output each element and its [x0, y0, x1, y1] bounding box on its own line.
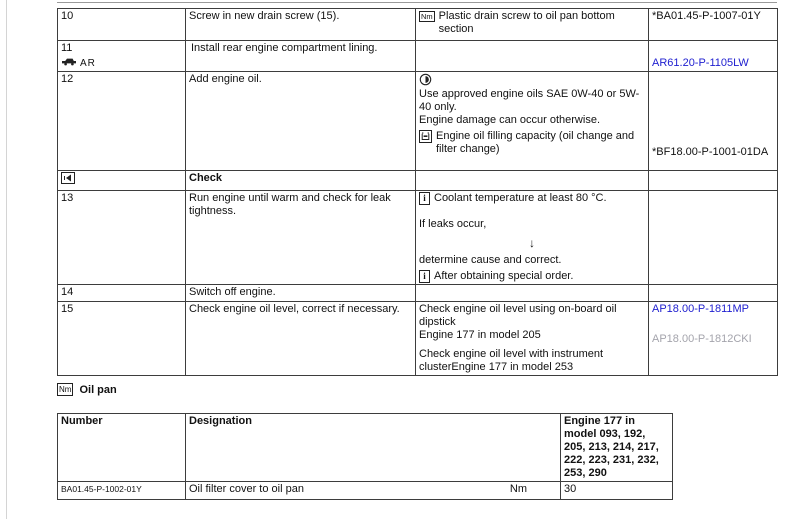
step-number-cell [58, 285, 186, 302]
note-text: Plastic drain screw to oil pan bottom section [438, 10, 615, 35]
step-number: 11 [61, 42, 73, 54]
note-cell [416, 9, 649, 41]
note-text: After obtaining special order. [434, 270, 574, 282]
left-margin-line [6, 0, 7, 519]
ref-cell [649, 9, 778, 41]
info-icon: i [419, 192, 430, 205]
torque-ref: BA01.45-P-1002-01Y [61, 484, 142, 494]
ref-cell [649, 72, 778, 171]
step-cell [186, 302, 416, 376]
document-ref: *BF18.00-P-1001-01DA [652, 146, 769, 158]
torque-value: 30 [564, 483, 577, 495]
check-section-icon [61, 172, 75, 188]
header-label: Number [61, 415, 103, 427]
table-row [58, 41, 778, 72]
torque-table-caption [57, 382, 117, 396]
note-cell [416, 302, 649, 376]
section-title-cell [186, 171, 416, 191]
section-icon-cell [58, 171, 186, 191]
caption-label: Oil pan [79, 384, 117, 396]
note-text: determine cause and correct. [419, 254, 562, 266]
nm-torque-icon: Nm [59, 385, 72, 394]
step-text: Add engine oil. [189, 73, 262, 85]
number-cell [58, 482, 186, 500]
note-text: Coolant temperature at least 80 °C. [434, 192, 607, 204]
step-number: 14 [61, 286, 74, 298]
step-number-cell [58, 302, 186, 376]
note-cell [416, 72, 649, 171]
step-text: Install rear engine compartment lining. [191, 42, 378, 54]
table-row [58, 72, 778, 171]
note-text: Use approved engine oils SAE 0W-40 or 5W-40 only. [419, 88, 640, 113]
note-text: If leaks occur, [419, 218, 487, 230]
ref-cell [649, 171, 778, 191]
filling-capacity-icon [419, 130, 432, 147]
document-ref: *BA01.45-P-1007-01Y [652, 10, 761, 22]
step-text: Switch off engine. [189, 286, 276, 298]
document-link[interactable]: AP18.00-P-1811MP [652, 303, 750, 315]
table-row [58, 9, 778, 41]
ref-cell [649, 302, 778, 376]
step-number: 10 [61, 10, 74, 22]
header-label: Designation [189, 415, 252, 427]
note-cell [416, 171, 649, 191]
table-row [58, 302, 778, 376]
step-number: 12 [61, 73, 74, 85]
step-number-cell [58, 191, 186, 285]
unit-label: Nm [509, 483, 527, 495]
note-text: Check engine oil level using on-board oil dipstick [419, 303, 617, 328]
step-cell [186, 9, 416, 41]
value-cell [561, 482, 673, 500]
step-cell [186, 285, 416, 302]
step-cell [186, 72, 416, 171]
table-row [58, 482, 673, 500]
designation-text: Oil filter cover to oil pan [189, 483, 304, 495]
ar-label: AR [80, 58, 96, 69]
vehicle-icon [61, 57, 77, 70]
nm-torque-icon: Nm [421, 12, 433, 21]
note-text: Check engine oil level with instrument clusterEngine 177 in model 253 [419, 348, 604, 373]
table-row [58, 285, 778, 302]
step-number-cell [58, 72, 186, 171]
note-text: Engine damage can occur otherwise. [419, 114, 600, 126]
note-cell [416, 41, 649, 72]
header-label: Engine 177 in model 093, 192, 205, 213, 214, 217, 222, 223, 231, 232, 253, 290 [564, 415, 659, 479]
step-text: Check engine oil level, correct if necessary. [189, 303, 400, 315]
header-engine [561, 414, 673, 482]
document-link-inactive[interactable]: AP18.00-P-1812CKI [652, 333, 752, 345]
header-designation [186, 414, 561, 482]
step-number: 13 [61, 192, 74, 204]
step-cell [186, 191, 416, 285]
torque-table [57, 413, 673, 500]
step-number-cell [58, 41, 186, 72]
note-text: Engine 177 in model 205 [419, 329, 541, 341]
step-number: 15 [61, 303, 74, 315]
step-text: Run engine until warm and check for leak tightness. [189, 192, 391, 217]
info-icon: i [419, 270, 430, 283]
designation-cell [186, 482, 561, 500]
note-cell [416, 191, 649, 285]
section-title: Check [189, 172, 223, 184]
section-row [58, 171, 778, 191]
header-number [58, 414, 186, 482]
note-cell [416, 285, 649, 302]
step-number-cell [58, 9, 186, 41]
ref-cell [649, 41, 778, 72]
header-row [58, 414, 673, 482]
table-top-remnant-line [57, 2, 777, 3]
procedure-table [57, 8, 778, 376]
table-row [58, 191, 778, 285]
ref-cell [649, 285, 778, 302]
note-text: Engine oil filling capacity (oil change and filter change) [436, 130, 635, 155]
document-link[interactable]: AR61.20-P-1105LW [652, 57, 749, 69]
down-arrow: ↓ [529, 236, 535, 250]
ref-cell [649, 191, 778, 285]
step-text: Screw in new drain screw (15). [189, 10, 340, 22]
step-cell [186, 41, 416, 72]
